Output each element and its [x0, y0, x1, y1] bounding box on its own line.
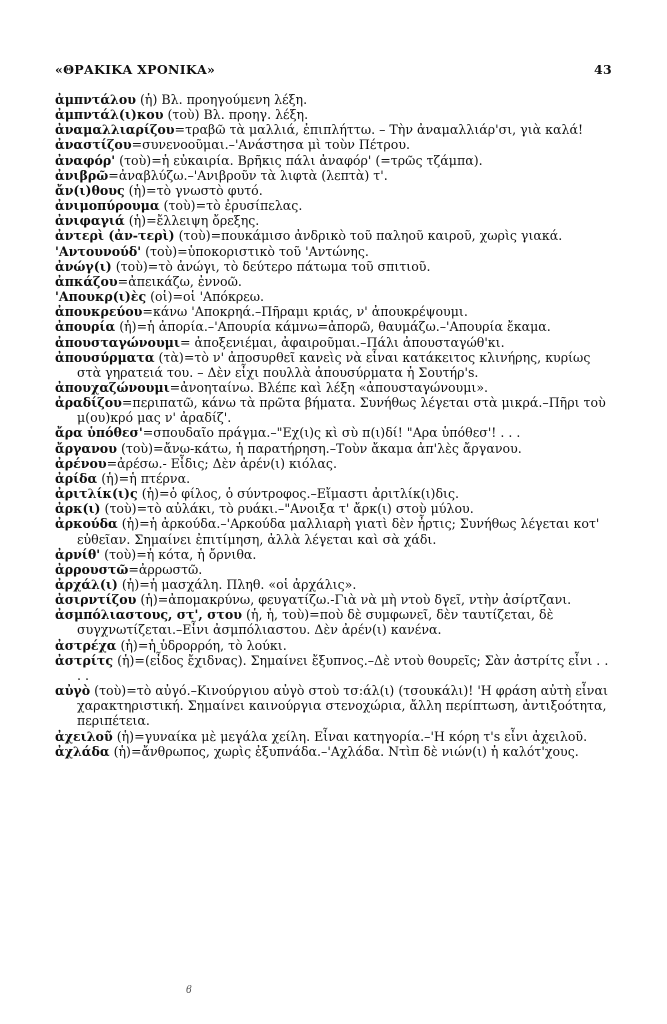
- entry-headword: ἀνιβρῶ: [55, 167, 109, 183]
- dictionary-entry: [55, 729, 615, 744]
- dictionary-entry: [55, 304, 615, 319]
- entry-definition: (ἡ)=ἡ ἀπορία.–'Απουρία κάμνω=ἀπορῶ, θαυμάζω.–'Απουρία ἔκαμα.: [115, 319, 551, 335]
- entry-headword: ἀπουκρεύου: [55, 304, 143, 320]
- entry-headword: ἀνιφαγιά: [55, 213, 125, 229]
- dictionary-entry: [55, 335, 615, 350]
- entry-definition: =ἀρέσω.- Εἶδις; Δὲν ἀρέν(ι) κιόλας.: [106, 455, 337, 471]
- entry-headword: ἀπουρία: [55, 319, 116, 335]
- entry-definition: (ἡ)=ἄνθρωπος, χωρὶς ἐξυπνάδα.–'Αχλάδα. Ντὶπ δὲ νιών(ι) ἡ καλότ'χους.: [109, 743, 579, 759]
- dictionary-entry: [55, 213, 615, 228]
- dictionary-entry: [55, 259, 615, 274]
- entry-definition: =ἀναβλύζω.–'Ανιβροῦν τὰ λιφτὰ (λεπτὰ) τ'.: [108, 167, 388, 183]
- pencil-mark: ϐ: [186, 985, 192, 996]
- entry-headword: ἀνιμοπύρουμα: [55, 198, 160, 214]
- entry-definition: = ἀποξενιέμαι, ἀφαιροῦμαι.–Πάλι ἀπουσταγώθ'κι.: [180, 334, 505, 350]
- dictionary-entry: [55, 486, 615, 501]
- entry-definition: =ἀρρωστῶ.: [128, 561, 203, 577]
- entry-headword: ἀριτλίκ(ι)ς: [55, 486, 138, 502]
- dictionary-entry: [55, 122, 615, 137]
- entry-definition: (ἡ)=ἡ ὑδρορρόη, τὸ λούκι.: [116, 637, 287, 653]
- entry-headword: ἀντερὶ (ἀν-τερὶ): [55, 228, 175, 244]
- dictionary-entry: [55, 471, 615, 486]
- entry-definition: (ἡ)=ὁ φίλος, ὁ σύντροφος.–Εἴμαστι ἀριτλίκ(ι)δις.: [137, 486, 460, 502]
- entry-definition: (τὰ)=τὸ ν' ἀποσυρθεῖ κανεὶς νὰ εἶναι κατάκειτος κλινήρης, κυρίως στὰ γηρατειά του. – Δὲν εἶχι πουλλὰ ἀπουσύρματα ἡ Σουτήρ's.: [77, 349, 591, 380]
- dictionary-entry: [55, 577, 615, 592]
- dictionary-entry: [55, 744, 615, 759]
- page-number: 43: [594, 62, 612, 77]
- entry-definition: (ἡ) Βλ. προηγούμενη λέξη.: [136, 92, 308, 107]
- entry-headword: ἀστρίτς: [55, 652, 114, 668]
- entry-headword: ἄργανου: [55, 440, 117, 456]
- entry-headword: ἀρκ(ι): [55, 501, 101, 517]
- dictionary-entry: [55, 137, 615, 152]
- entry-headword: ἀρρουστῶ: [55, 561, 129, 577]
- dictionary-entry: [55, 198, 615, 213]
- entry-headword: ἀρκούδα: [55, 516, 118, 532]
- entry-definition: (ἡ)=(εἶδος ἔχιδνας). Σημαίνει ἔξυπνος.–Δὲ ντοὺ θουρεῖς; Σὰν ἀστρίτς εἶνι . . . .: [77, 652, 609, 683]
- entry-headword: ἀρένου: [55, 455, 107, 471]
- dictionary-entry: [55, 516, 615, 546]
- dictionary-entries: [55, 92, 615, 759]
- entry-headword: ἀρνίθ': [55, 546, 101, 562]
- entry-definition: (ἡ)=ἔλλειψη ὄρεξης.: [124, 213, 260, 229]
- entry-definition: =σπουδαῖο πράγμα.–"Εχ(ι)ς κὶ σὺ π(ι)δί! "Αρα ὑπόθεσ'! . . .: [142, 425, 521, 441]
- entry-definition: (τοὺ)=ὑποκοριστικὸ τοῦ 'Αντώνης.: [141, 243, 369, 259]
- entry-definition: (τοὺ)=τὸ ἀνώγι, τὸ δεύτερο πάτωμα τοῦ σπιτιοῦ.: [111, 258, 431, 274]
- dictionary-entry: [55, 425, 615, 440]
- entry-headword: ἀναστίζου: [55, 137, 132, 153]
- entry-headword: ἀχλάδα: [55, 743, 110, 759]
- dictionary-entry: [55, 395, 615, 425]
- entry-definition: (ἡ)=ἡ ἀρκούδα.–'Αρκούδα μαλλιαρὴ γιατὶ δὲν ἦρτις; Συνήθως λέγεται κοτ' εὐθεῖαν. Σημαίνει ἐπιτίμηση, ἀλλὰ λέγεται καὶ σὰ χάδι.: [77, 516, 600, 547]
- entry-definition: (τοὺ)=τὸ ἐρυσίπελας.: [159, 198, 303, 214]
- dictionary-entry: [55, 607, 615, 637]
- entry-definition: (ἡ)=γυναίκα μὲ μεγάλα χείλη. Εἶναι κατηγορία.–'Η κόρη τ's εἶνι ἀχειλοῦ.: [112, 728, 588, 744]
- entry-definition: =τραβῶ τὰ μαλλιά, ἐπιπλήττω. – Τὴν ἀναμαλλιάρ'σι, γιὰ καλά!: [174, 122, 584, 138]
- entry-headword: 'Αντουνούδ': [55, 243, 142, 259]
- entry-definition: (τοὺ)=ἄνω-κάτω, ἡ παρατήρηση.–Τοὺν ἄκαμα ἀπ'λὲς ἄργανου.: [116, 440, 522, 456]
- entry-headword: ἀπκάζου: [55, 273, 118, 289]
- entry-headword: ἀνώγ(ι): [55, 258, 112, 274]
- entry-headword: ἀναφόρ': [55, 152, 116, 168]
- dictionary-entry: [55, 350, 615, 380]
- dictionary-entry: [55, 183, 615, 198]
- dictionary-entry: [55, 592, 615, 607]
- entry-definition: (ἡ)=τὸ γνωστὸ φυτό.: [124, 182, 263, 198]
- dictionary-entry: [55, 107, 615, 122]
- page-header: [55, 62, 612, 77]
- entry-definition: (ἡ)=ἀπομακρύνω, φευγατίζω.-Γιὰ νὰ μὴ ντοὺ δγεῖ, ντὴν ἀσίρτζανι.: [136, 592, 572, 608]
- entry-definition: =κάνω 'Αποκρηά.–Πῆραμι κριάς, ν' ἀπουκρέψουμι.: [142, 304, 468, 320]
- entry-headword: ἀχειλοῦ: [55, 728, 113, 744]
- dictionary-entry: [55, 638, 615, 653]
- entry-headword: ἀραδίζου: [55, 395, 122, 411]
- dictionary-entry: [55, 683, 615, 728]
- entry-headword: ἀστρέχα: [55, 637, 117, 653]
- dictionary-entry: [55, 441, 615, 456]
- entry-definition: =ἀνοηταίνω. Βλέπε καὶ λέξη «ἀπουσταγώνουμι».: [169, 379, 489, 395]
- dictionary-entry: [55, 153, 615, 168]
- dictionary-entry: [55, 168, 615, 183]
- dictionary-entry: [55, 380, 615, 395]
- entry-definition: =περιπατῶ, κάνω τὰ πρῶτα βήματα. Συνήθως λέγεται στὰ μικρά.–Πῆρι τοὺ μ(ου)κρό μας ν' ἀραδίζ'.: [77, 395, 606, 426]
- dictionary-entry: [55, 228, 615, 243]
- entry-definition: (τοὺ)=τὸ αὐλάκι, τὸ ρυάκι.–"Ανοιξα τ' ἄρκ(ι) στοὺ μύλου.: [100, 501, 474, 517]
- entry-headword: ἄρα ὑπόθεσ': [55, 425, 143, 441]
- dictionary-entry: [55, 289, 615, 304]
- entry-headword: ἀσμπόλιαστους, στ', στου: [55, 607, 243, 623]
- dictionary-entry: [55, 456, 615, 471]
- entry-definition: =ἀπεικάζω, ἐννοῶ.: [117, 273, 242, 289]
- dictionary-entry: [55, 274, 615, 289]
- entry-definition: (οἱ)=οἱ 'Απόκρεω.: [146, 289, 265, 305]
- entry-headword: ἄν(ι)θους: [55, 182, 125, 198]
- entry-headword: ἀρίδα: [55, 470, 98, 486]
- entry-headword: ἀναμαλλιαρίζου: [55, 122, 175, 138]
- dictionary-entry: [55, 501, 615, 516]
- entry-headword: 'Απουκρ(ι)ὲς: [55, 289, 147, 305]
- dictionary-entry: [55, 562, 615, 577]
- entry-headword: ἀμπντάλ(ι)κου: [55, 107, 164, 123]
- entry-definition: (τοὺ) Βλ. προηγ. λέξη.: [163, 107, 309, 123]
- entry-definition: (τοὺ)=πουκάμισο ἀνδρικὸ τοῦ παληοῦ καιροῦ, χωρὶς γιακά.: [174, 228, 563, 244]
- dictionary-entry: [55, 319, 615, 334]
- entry-definition: (τοὺ)=ἡ κότα, ἡ ὄρνιθα.: [100, 546, 257, 562]
- dictionary-entry: [55, 92, 615, 107]
- entry-headword: αὐγὸ: [55, 683, 91, 699]
- dictionary-entry: [55, 653, 615, 683]
- entry-headword: ἀπουσταγώνουμι: [55, 334, 180, 350]
- entry-headword: ἀρχάλ(ι): [55, 577, 118, 592]
- entry-definition: (ἡ)=ἡ πτέρνα.: [97, 470, 191, 486]
- running-title: «ΘΡΑΚΙΚΑ ΧΡΟΝΙΚΑ»: [55, 62, 216, 77]
- entry-headword: ἀπουσύρματα: [55, 349, 155, 365]
- entry-definition: (τοὺ)=τὸ αὐγό.–Κινούργιου αὐγὸ στοὺ τσ:άλ(ι) (τσουκάλι)! 'Η φράση αὐτὴ εἶναι χαρακτηριστική. Σημαίνει καινούργια στενοχώρια, ἄλλη περίπτωση, ἀντιξοότητα, περιπέτεια.: [77, 683, 608, 729]
- dictionary-entry: [55, 244, 615, 259]
- entry-definition: =συνενοοῦμαι.–'Ανάστησα μὶ τοὺν Πέτρου.: [131, 137, 411, 153]
- entry-definition: (ἡ, ἡ, τοὺ)=ποὺ δὲ συμφωνεῖ, δὲν ταυτίζεται, δὲ συγχνωτίζεται.–Εἶνι ἀσμπόλιαστου. Δὲν ἀρέν(ι) κανένα.: [77, 607, 554, 638]
- entry-headword: ἀμπντάλου: [55, 92, 136, 107]
- entry-headword: ἀπουχαζώνουμι: [55, 379, 170, 395]
- dictionary-entry: [55, 547, 615, 562]
- entry-definition: (ἡ)=ἡ μασχάλη. Πληθ. «οἱ ἀρχάλις».: [117, 577, 357, 592]
- entry-definition: (τοὺ)=ἡ εὐκαιρία. Βρῆκις πάλι ἀναφόρ' (=τρῶς τζάμπα).: [115, 152, 483, 168]
- entry-headword: ἀσιρντίζου: [55, 592, 137, 608]
